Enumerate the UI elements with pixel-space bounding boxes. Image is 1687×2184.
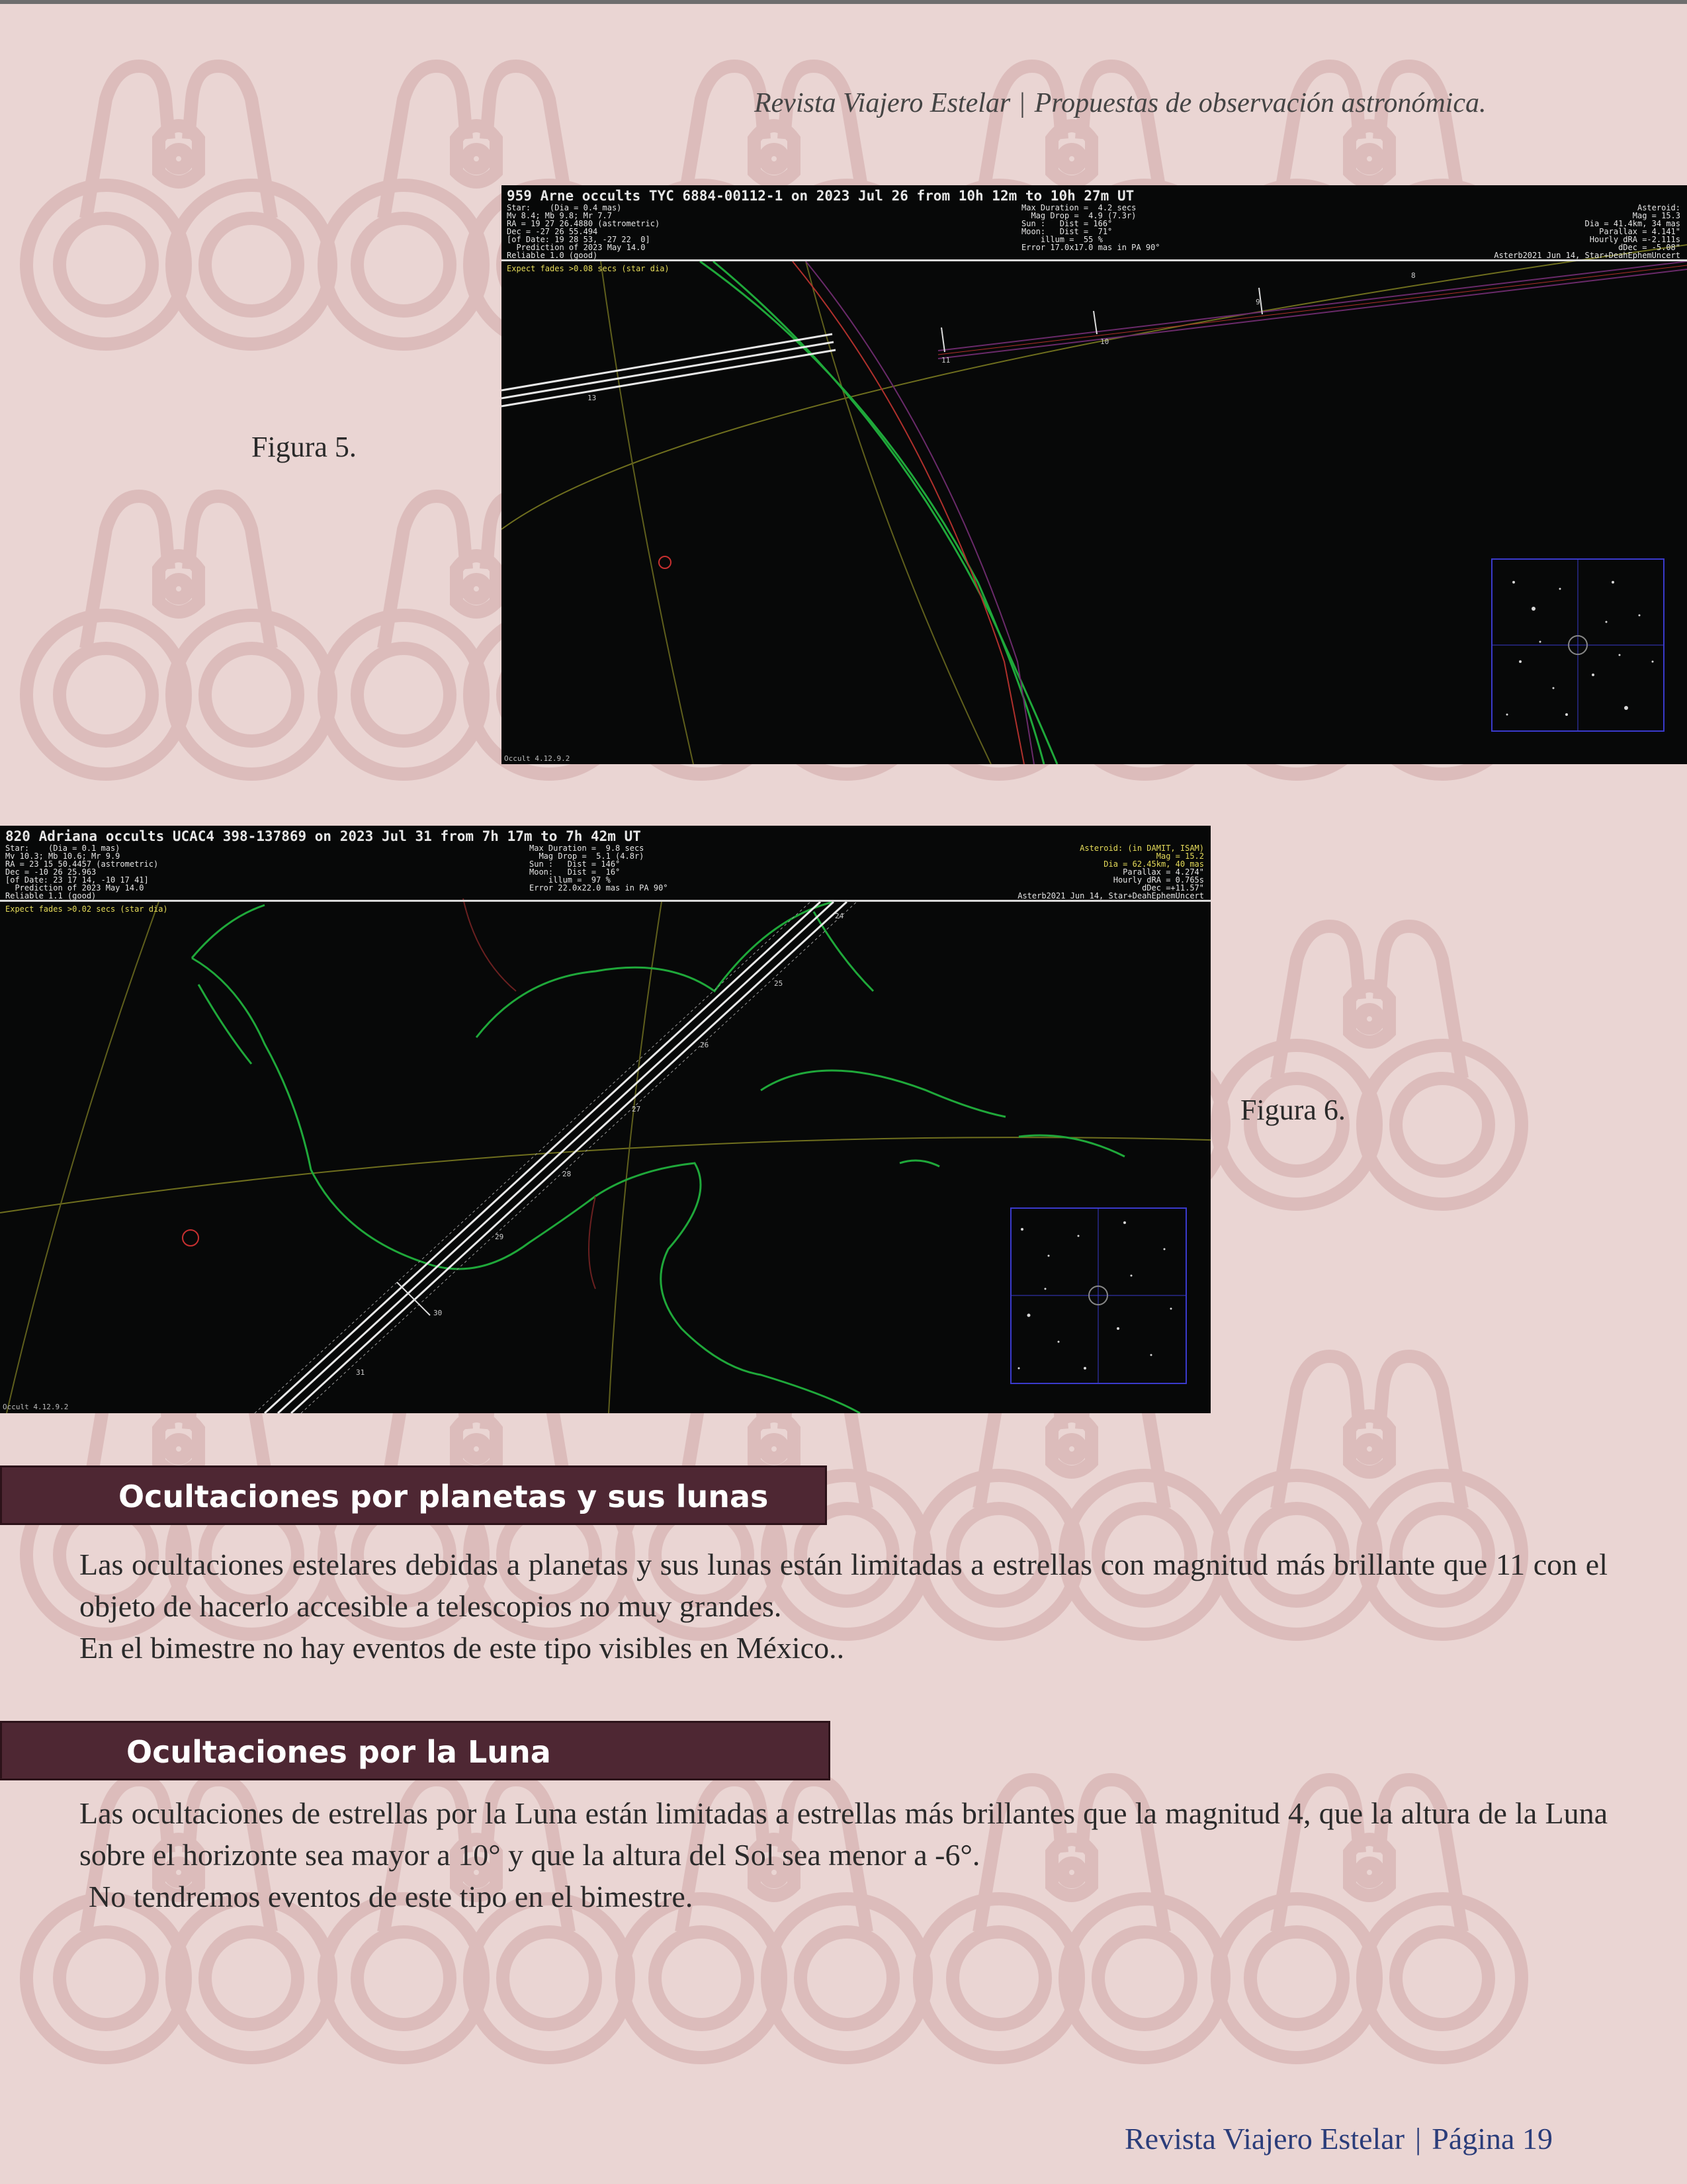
figure6-event-line: Max Duration = 9.8 secs: [529, 844, 644, 853]
track-label-8: 8: [1411, 271, 1416, 280]
track-label-27: 27: [632, 1105, 641, 1114]
section1-paragraph: Las ocultaciones estelares debidas a planetas y sus lunas están limitadas a estrellas con magnitud más brillante que 11 con el objeto de hacerlo accesible a telescopios no muy grandes.: [79, 1548, 1608, 1623]
figure5-asteroid-line: dDec = -5.08": [1618, 243, 1680, 252]
figure6-asteroid-line: Parallax = 4.274": [1123, 867, 1204, 877]
coastline-cuba: [761, 1070, 1006, 1117]
figure5-event-line: illum = 55 %: [1021, 235, 1103, 244]
figure6-asteroid-line: Hourly dRA = 0.765s: [1113, 875, 1204, 885]
track-label-30: 30: [433, 1309, 443, 1317]
figure5-asteroid-line: Asterb2021 Jun 14, Star+DeahEphemUncert: [1494, 251, 1680, 260]
track-label-29: 29: [495, 1233, 504, 1241]
figure5-star-line: Prediction of 2023 May 14.0: [507, 243, 646, 252]
figure6-expect-note: Expect fades >0.02 secs (star dia): [5, 904, 168, 914]
path-error-line: [301, 902, 857, 1413]
figure5-occultation-map: [501, 185, 1687, 764]
figure5-map-graphic: [501, 185, 1687, 764]
figure5-event-line: Moon: Dist = 71°: [1021, 227, 1113, 236]
figure5-asteroid-line: Hourly dRA =-2.111s: [1589, 235, 1680, 244]
figure6-star-line: Mv 10.3; Mb 10.6; Mr 9.9: [5, 852, 120, 861]
figure5-caption: Figura 5.: [251, 431, 357, 463]
page-footer: [1125, 2121, 1553, 2156]
figure5-expect-note: Expect fades >0.08 secs (star dia): [507, 264, 670, 273]
figure5-star-line: Dec = -27 26 55.494: [507, 227, 598, 236]
figure6-star-line: Dec = -10 26 25.963: [5, 867, 97, 877]
figure6-star-line: [of Date: 23 17 14, -10 17 41]: [5, 875, 149, 885]
figure6-asteroid-line: Asteroid: (in DAMIT, ISAM): [1080, 844, 1204, 853]
path-extension: [938, 269, 1687, 359]
figure5-asteroid-line: Dia = 41.4km, 34 mas: [1584, 219, 1680, 228]
figure6-asteroid-line: Asterb2021 Jun 14, Star+DeahEphemUncert: [1017, 891, 1204, 900]
figure5-star-line: Reliable 1.0 (good): [507, 251, 598, 260]
figure6-asteroid-line: dDec =+11.57": [1142, 883, 1204, 893]
path-extension: [938, 265, 1687, 355]
longitude-line: [7, 902, 159, 1413]
figure6-header: [0, 826, 1211, 902]
track-label-13: 13: [587, 394, 597, 402]
coastline: [700, 261, 1044, 764]
figure6-asteroid-line: Mag = 15.2: [1156, 852, 1204, 861]
figure6-event-line: Error 22.0x22.0 mas in PA 90°: [529, 883, 668, 893]
figure6-star-line: Prediction of 2023 May 14.0: [5, 883, 144, 893]
shadow-path-edge: [501, 334, 832, 390]
figure6-star-line: Star: (Dia = 0.1 mas): [5, 844, 120, 853]
earth-limb: [806, 261, 1034, 764]
time-tick: [941, 328, 945, 352]
border-line: [589, 1196, 595, 1289]
figure5-star-line: [of Date: 19 28 53, -27 22 0]: [507, 235, 650, 244]
figure5-header: [501, 185, 1687, 261]
figure6-caption: Figura 6.: [1240, 1094, 1346, 1126]
coastline: [192, 905, 265, 958]
coastline-gulf: [476, 902, 834, 1037]
section1-paragraph: En el bimestre no hay eventos de este tipo visibles en México..: [79, 1631, 845, 1665]
figure5-event-line: Error 17.0x17.0 mas in PA 90°: [1021, 243, 1160, 252]
header-subtitle: Propuestas de observación astronómica.: [1034, 88, 1487, 118]
shadow-path-edge: [501, 350, 836, 406]
figure6-asteroid-line: Dia = 62.45km, 40 mas: [1103, 859, 1204, 869]
figure6-map-graphic: [0, 826, 1211, 1413]
figure6-star-line: RA = 23 15 50.4457 (astrometric): [5, 859, 159, 869]
coastline-jamaica: [900, 1160, 939, 1166]
path-error-line: [255, 902, 810, 1413]
figure5-event-line: Sun : Dist = 166°: [1021, 219, 1113, 228]
figure6-occultation-map: [0, 826, 1211, 1413]
figure5-event-line: Max Duration = 4.2 secs: [1021, 203, 1137, 212]
figure5-title: 959 Arne occults TYC 6884-00112-1 on 2023 Jul 26 from 10h 12m to 10h 27m UT: [507, 188, 1135, 204]
border-line: [463, 898, 516, 991]
shadow-path-edge: [291, 902, 847, 1413]
header-separator: |: [1019, 88, 1025, 118]
longitude-line: [601, 261, 693, 764]
track-label-9: 9: [1256, 298, 1260, 306]
latitude-line: [0, 1137, 1211, 1213]
time-tick: [1094, 311, 1097, 334]
figure5-version: Occult 4.12.9.2: [504, 754, 570, 763]
section2-paragraph: No tendremos eventos de este tipo en el bimestre.: [89, 1880, 693, 1913]
section-heading-moon: Ocultaciones por la Luna: [0, 1721, 830, 1780]
figure5-star-line: Mv 8.4; Mb 9.8; Mr 7.7: [507, 211, 612, 220]
track-label-31: 31: [356, 1368, 365, 1377]
figure5-star-line: Star: (Dia = 0.4 mas): [507, 203, 622, 212]
observer-marker: [659, 556, 671, 568]
track-label-24: 24: [835, 912, 844, 920]
header-magazine: Revista Viajero Estelar: [754, 88, 1011, 118]
figure5-asteroid-line: Asteroid:: [1637, 203, 1680, 212]
inset-stars: [1506, 581, 1654, 716]
latitude-line: [501, 245, 1687, 529]
track-label-10: 10: [1100, 337, 1109, 346]
footer-magazine: Revista Viajero Estelar: [1125, 2122, 1405, 2156]
shadow-path-center: [501, 342, 834, 398]
figure6-version: Occult 4.12.9.2: [3, 1403, 69, 1411]
longitude-line: [609, 902, 662, 1413]
figure6-event-line: illum = 97 %: [529, 875, 611, 885]
page-number: Página 19: [1432, 2122, 1553, 2156]
running-header: [754, 87, 1568, 119]
path-extension: [938, 261, 1687, 351]
footer-separator: |: [1415, 2122, 1422, 2156]
figure6-event-line: Moon: Dist = 16°: [529, 867, 621, 877]
section2-body: [79, 1792, 1608, 1917]
figure5-asteroid-line: Parallax = 4.141": [1599, 227, 1680, 236]
figure6-star-line: Reliable 1.1 (good): [5, 891, 97, 900]
figure6-event-line: Mag Drop = 5.1 (4.8r): [529, 852, 644, 861]
shadow-path-edge: [265, 902, 820, 1413]
longitude-line: [806, 261, 991, 764]
figure5-asteroid-line: Mag = 15.3: [1632, 211, 1680, 220]
track-label-28: 28: [562, 1170, 572, 1178]
section1-body: [79, 1544, 1608, 1669]
track-label-11: 11: [941, 356, 951, 365]
section2-paragraph: Las ocultaciones de estrellas por la Luna están limitadas a estrellas más brillantes que la magnitud 4, que la altura de la Luna sobre el horizonte sea mayor a 10° y que la altura del Sol sea menor a -6°.: [79, 1796, 1608, 1872]
figure5-event-line: Mag Drop = 4.9 (7.3r): [1021, 211, 1137, 220]
figure6-title: 820 Adriana occults UCAC4 398-137869 on 2023 Jul 31 from 7h 17m to 7h 42m UT: [5, 828, 641, 844]
coastline-baja: [198, 984, 251, 1064]
figure5-star-line: RA = 19 27 26.4880 (astrometric): [507, 219, 660, 228]
section-heading-planets: Ocultaciones por planetas y sus lunas: [0, 1465, 827, 1525]
earth-limb: [793, 261, 1024, 764]
track-label-26: 26: [700, 1041, 709, 1049]
observer-marker: [183, 1230, 198, 1246]
figure6-event-line: Sun : Dist = 146°: [529, 859, 621, 869]
track-label-25: 25: [774, 979, 783, 988]
